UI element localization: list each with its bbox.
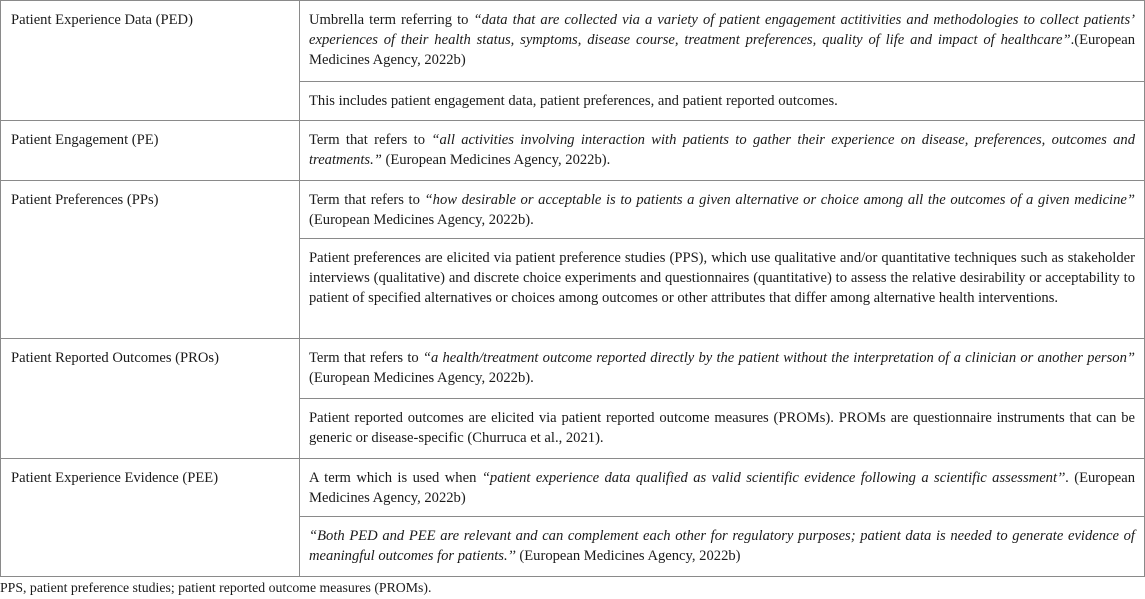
- term-label: Patient Experience Data (PED): [11, 12, 193, 28]
- definition-quote: “a health/treatment outcome reported directly by the patient without the interpretation of a clinician or another person”: [422, 350, 1135, 366]
- definition-cell: [300, 339, 1145, 399]
- table-row: [1, 339, 1145, 399]
- table-row: [1, 121, 1145, 181]
- definition-cell: [300, 121, 1145, 181]
- term-label: Patient Reported Outcomes (PROs): [11, 350, 219, 366]
- definition-cell: [300, 239, 1145, 339]
- definition-quote: “data that are collected via a variety of patient engagement actitivities and methodologies to collect patients’ experiences of their health status, symptoms, disease course, treatment preferences, quality of life and impact of healthcare”: [309, 12, 1135, 48]
- table-footnote: PPS, patient preference studies; patient reported outcome measures (PROMs).: [0, 580, 432, 595]
- term-label: Patient Preferences (PPs): [11, 192, 159, 208]
- definition-quote: “Both PED and PEE are relevant and can complement each other for regulatory purposes; patient data is needed to generate evidence of meaningful outcomes for patients.’’: [309, 528, 1135, 564]
- table-row: [1, 459, 1145, 517]
- term-label: Patient Experience Evidence (PEE): [11, 470, 219, 486]
- term-label: Patient Engagement (PE): [11, 132, 159, 148]
- definition-text: Patient preferences are elicited via patient preference studies (PPS), which use qualitative and/or quantitative techniques such as stakeholder interviews (qualitative) and discrete choice experiments and questionnaires (quantitative) to assess the relative desirability or acceptability to patient of specified alternatives or choices among outcomes or other attributes that differ among alternative health interventions.: [309, 250, 1135, 306]
- definition-citation: . (European Medicines Agency, 2022b): [309, 470, 1135, 506]
- definition-cell: [300, 459, 1145, 517]
- term-cell: [1, 459, 300, 577]
- term-cell: [1, 181, 300, 339]
- definition-text: Umbrella term referring to: [309, 12, 474, 28]
- definition-cell: [300, 82, 1145, 121]
- definition-cell: [300, 517, 1145, 577]
- definition-citation: .(European Medicines Agency, 2022b): [309, 32, 1135, 68]
- definition-text: Term that refers to: [309, 350, 423, 366]
- definition-cell: [300, 181, 1145, 239]
- definition-citation: (European Medicines Agency, 2022b).: [381, 152, 611, 168]
- definition-citation: (European Medicines Agency, 2022b): [515, 548, 741, 564]
- definition-text: Term that refers to: [309, 192, 425, 208]
- definition-quote: “all activities involving interaction with patients to gather their experience on disease, preferences, outcomes and treatments.”: [309, 132, 1135, 168]
- definition-cell: [300, 1, 1145, 82]
- definition-citation: (European Medicines Agency, 2022b).: [309, 370, 534, 386]
- table-row: [1, 1, 1145, 82]
- definition-text: Patient reported outcomes are elicited via patient reported outcome measures (PROMs). PROMs are questionnaire instruments that can be generic or disease-specific (Churruca et al., 2021).: [309, 410, 1135, 446]
- definition-text: A term which is used when: [309, 470, 482, 486]
- definition-text: This includes patient engagement data, patient preferences, and patient reported outcomes.: [309, 93, 838, 109]
- term-cell: [1, 121, 300, 181]
- definition-text: Term that refers to: [309, 132, 432, 148]
- definition-cell: [300, 399, 1145, 459]
- definition-quote: “how desirable or acceptable is to patients a given alternative or choice among all the outcomes of a given medicine”: [424, 192, 1135, 208]
- term-cell: [1, 1, 300, 121]
- term-cell: [1, 339, 300, 459]
- definition-quote: “patient experience data qualified as valid scientific evidence following a scientific assessment’’: [481, 470, 1066, 486]
- definition-citation: (European Medicines Agency, 2022b).: [309, 212, 534, 228]
- table-row: [1, 181, 1145, 239]
